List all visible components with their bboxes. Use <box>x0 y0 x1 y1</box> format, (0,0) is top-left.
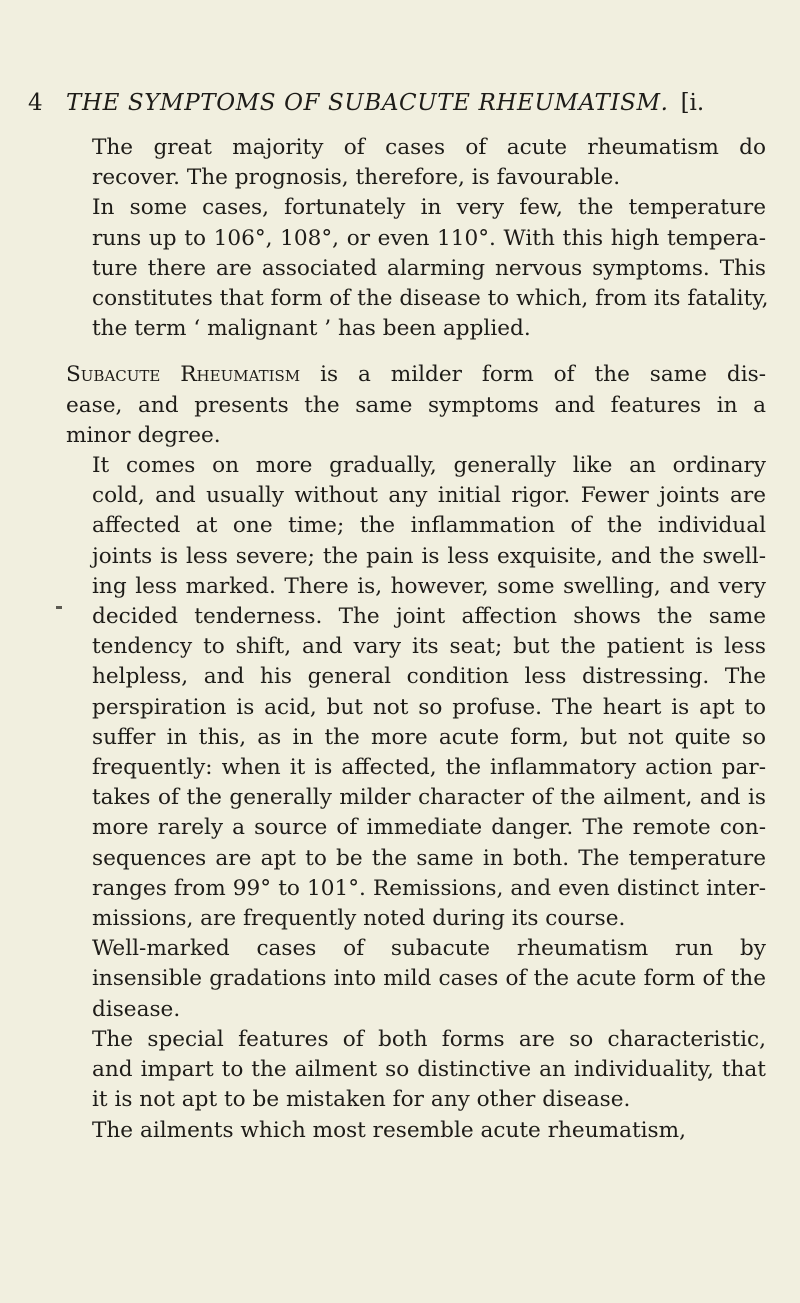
paragraph-malignant <box>66 193 769 344</box>
text-line: takes of the generally milder character of the ailment, and is <box>92 785 766 811</box>
text-line: runs up to 106°, 108°, or even 110°. With this high tempera- <box>92 225 766 251</box>
text-line: ranges from 99° to 101°. Remissions, and even distinct inter- <box>92 875 766 901</box>
text-line: constitutes that form of the disease to which, from its fatality, <box>92 286 769 312</box>
text-line: In some cases, fortunately in very few, the temperature <box>92 195 766 221</box>
text-line: more rarely a source of immediate danger. The remote con- <box>92 815 766 841</box>
paragraph-spacer <box>66 344 766 360</box>
paragraph-special-features <box>66 1025 766 1116</box>
paragraph-subacute-intro <box>66 360 766 451</box>
text-line: cold, and usually without any initial rigor. Fewer joints are <box>92 483 766 509</box>
page-number: 4 <box>28 90 43 116</box>
text-line: insensible gradations into mild cases of the acute form of the <box>92 966 766 992</box>
text-line: frequently: when it is affected, the inflammatory action par- <box>92 755 766 781</box>
text-line: ease, and presents the same symptoms and features in a <box>66 392 766 418</box>
text-line: sequences are apt to be the same in both. The temperature <box>92 845 766 871</box>
text-line: the term ‘ malignant ’ has been applied. <box>92 316 531 342</box>
running-head <box>28 88 768 118</box>
text-run: is a milder form of the same dis- <box>300 362 766 388</box>
text-line: decided tenderness. The joint affection shows the same <box>92 604 766 630</box>
text-line: missions, are frequently noted during its course. <box>92 906 626 932</box>
text-line: ing less marked. There is, however, some swelling, and very <box>92 573 766 599</box>
body-text <box>66 133 769 1146</box>
paragraph-gradations <box>66 934 766 1025</box>
text-line: recover. The prognosis, therefore, is favourable. <box>92 165 621 191</box>
paragraph-resemble <box>66 1116 766 1146</box>
section-heading-inline: Subacute Rheumatism <box>66 362 301 388</box>
paragraph-symptoms <box>66 451 766 934</box>
running-title: THE SYMPTOMS OF SUBACUTE RHEUMATISM. <box>66 90 669 116</box>
text-line: suffer in this, as in the more acute form, but not quite so <box>92 724 766 750</box>
section-mark: [i. <box>680 90 705 116</box>
text-line: perspiration is acid, but not so profuse. The heart is apt to <box>92 694 766 720</box>
text-line: The special features of both forms are so characteristic, <box>92 1026 766 1052</box>
text-line: joints is less severe; the pain is less exquisite, and the swell- <box>92 543 766 569</box>
text-line: It comes on more gradually, generally like an ordinary <box>92 453 766 479</box>
text-line: The great majority of cases of acute rheumatism do <box>92 135 766 160</box>
text-line: and impart to the ailment so distinctive an individuality, that <box>92 1057 766 1083</box>
text-line: affected at one time; the inflammation of the individual <box>92 513 766 539</box>
margin-dash-mark <box>56 606 62 609</box>
text-line <box>66 360 766 390</box>
text-line: ture there are associated alarming nervous symptoms. This <box>92 255 766 281</box>
paragraph-prognosis <box>66 133 766 193</box>
text-line: minor degree. <box>66 422 221 448</box>
text-line: tendency to shift, and vary its seat; but the patient is less <box>92 634 766 660</box>
text-line: disease. <box>92 996 181 1022</box>
text-line: helpless, and his general condition less distressing. The <box>92 664 766 690</box>
text-line: Well-marked cases of subacute rheumatism run by <box>92 936 766 962</box>
text-line: The ailments which most resemble acute rheumatism, <box>92 1117 686 1143</box>
text-line: it is not apt to be mistaken for any other disease. <box>92 1087 631 1113</box>
